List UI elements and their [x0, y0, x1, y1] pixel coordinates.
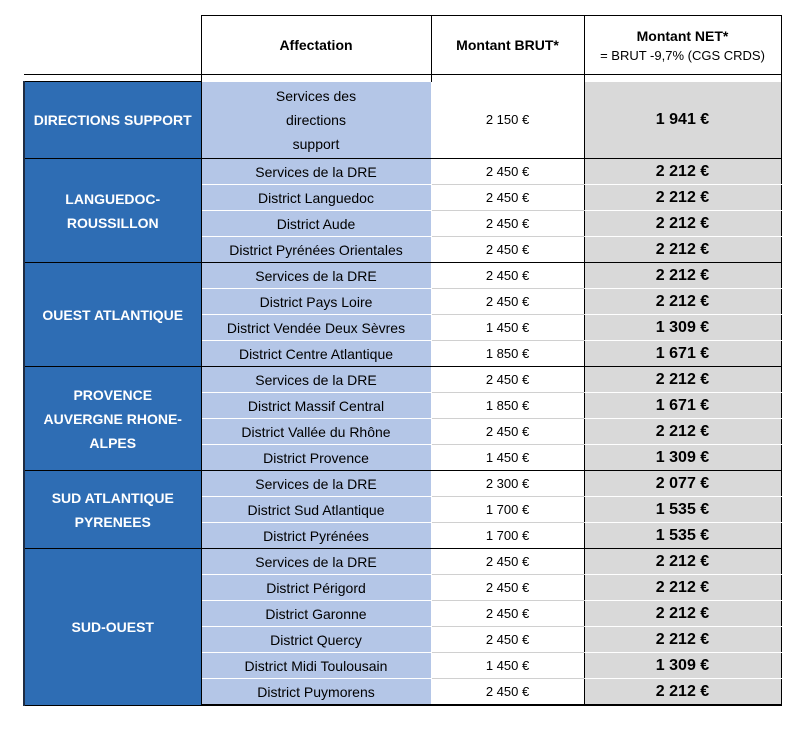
- montant-net-cell: 2 212 €: [584, 549, 781, 575]
- montant-net-cell: 1 535 €: [584, 497, 781, 523]
- montant-brut-cell: 2 450 €: [431, 289, 584, 315]
- montant-brut-cell: 2 450 €: [431, 601, 584, 627]
- montant-brut-cell: 2 300 €: [431, 471, 584, 497]
- region-cell: SUD-OUEST: [24, 549, 201, 706]
- montant-net-cell: 2 212 €: [584, 185, 781, 211]
- montant-brut-cell: 2 450 €: [431, 575, 584, 601]
- montant-net-cell: 2 212 €: [584, 263, 781, 289]
- montant-brut-cell: 2 450 €: [431, 549, 584, 575]
- montant-brut-cell: 1 450 €: [431, 445, 584, 471]
- region-cell: SUD ATLANTIQUE PYRENEES: [24, 471, 201, 549]
- montant-brut-cell: 1 700 €: [431, 523, 584, 549]
- montant-brut-cell: 2 450 €: [431, 159, 584, 185]
- table-body: [24, 82, 781, 706]
- affectation-cell: District Aude: [201, 211, 431, 237]
- montant-brut-cell: 2 450 €: [431, 367, 584, 393]
- montant-net-cell: 1 309 €: [584, 445, 781, 471]
- montant-net-cell: 1 309 €: [584, 653, 781, 679]
- montant-brut-cell: 2 450 €: [431, 419, 584, 445]
- affectation-cell: District Sud Atlantique: [201, 497, 431, 523]
- montant-net-cell: 1 535 €: [584, 523, 781, 549]
- header-row: [24, 16, 781, 75]
- table-row: [24, 82, 781, 159]
- table-row: [24, 159, 781, 185]
- header-blank-cell: [24, 16, 201, 75]
- montant-net-cell: 2 212 €: [584, 679, 781, 706]
- affectation-cell: District Centre Atlantique: [201, 341, 431, 367]
- affectation-cell: District Quercy: [201, 627, 431, 653]
- affectation-cell: District Massif Central: [201, 393, 431, 419]
- montant-net-cell: 2 212 €: [584, 289, 781, 315]
- region-cell: LANGUEDOC-ROUSSILLON: [24, 159, 201, 263]
- table-row: [24, 367, 781, 393]
- montant-brut-cell: 2 450 €: [431, 211, 584, 237]
- affectation-cell: District Périgord: [201, 575, 431, 601]
- montant-brut-cell: 2 450 €: [431, 263, 584, 289]
- montant-net-cell: 1 941 €: [584, 82, 781, 159]
- affectation-cell: Services de la DRE: [201, 367, 431, 393]
- montant-brut-cell: 1 450 €: [431, 653, 584, 679]
- affectation-cell: Services de la DRE: [201, 159, 431, 185]
- affectation-cell: District Vendée Deux Sèvres: [201, 315, 431, 341]
- montant-net-cell: 2 212 €: [584, 601, 781, 627]
- region-cell: OUEST ATLANTIQUE: [24, 263, 201, 367]
- affectation-cell: District Provence: [201, 445, 431, 471]
- montant-net-cell: 2 212 €: [584, 211, 781, 237]
- montant-net-cell: 1 671 €: [584, 393, 781, 419]
- header-montant-brut: Montant BRUT*: [431, 16, 584, 75]
- montant-net-cell: 2 077 €: [584, 471, 781, 497]
- table-row: [24, 549, 781, 575]
- affectation-cell: Services de la DRE: [201, 549, 431, 575]
- region-cell: PROVENCE AUVERGNE RHONE-ALPES: [24, 367, 201, 471]
- montant-brut-cell: 2 450 €: [431, 627, 584, 653]
- montant-brut-cell: 1 850 €: [431, 393, 584, 419]
- affectation-cell: District Midi Toulousain: [201, 653, 431, 679]
- header-spacer-row: [24, 75, 781, 82]
- header-montant-net-formula: = BRUT -9,7% (CGS CRDS): [600, 47, 765, 63]
- montant-net-cell: 2 212 €: [584, 159, 781, 185]
- header-affectation: Affectation: [201, 16, 431, 75]
- montant-brut-cell: 1 700 €: [431, 497, 584, 523]
- montant-brut-cell: 1 850 €: [431, 341, 584, 367]
- montant-net-cell: 1 309 €: [584, 315, 781, 341]
- montant-brut-cell: 1 450 €: [431, 315, 584, 341]
- affectation-cell: District Pyrénées: [201, 523, 431, 549]
- region-cell: DIRECTIONS SUPPORT: [24, 82, 201, 159]
- montant-net-cell: 2 212 €: [584, 419, 781, 445]
- affectation-cell: District Puymorens: [201, 679, 431, 706]
- affectation-cell: District Garonne: [201, 601, 431, 627]
- affectation-cell: District Vallée du Rhône: [201, 419, 431, 445]
- montant-brut-cell: 2 450 €: [431, 679, 584, 706]
- salary-table: [23, 15, 782, 706]
- affectation-cell: District Languedoc: [201, 185, 431, 211]
- affectation-cell: Services de la DRE: [201, 471, 431, 497]
- montant-brut-cell: 2 450 €: [431, 185, 584, 211]
- montant-brut-cell: 2 150 €: [431, 82, 584, 159]
- affectation-cell: Services des directions support: [201, 82, 431, 159]
- montant-net-cell: 1 671 €: [584, 341, 781, 367]
- table-row: [24, 471, 781, 497]
- header-montant-net-label: Montant NET*: [636, 27, 729, 44]
- table-row: [24, 263, 781, 289]
- montant-net-cell: 2 212 €: [584, 367, 781, 393]
- affectation-cell: District Pays Loire: [201, 289, 431, 315]
- affectation-cell: District Pyrénées Orientales: [201, 237, 431, 263]
- montant-net-cell: 2 212 €: [584, 237, 781, 263]
- affectation-cell: Services de la DRE: [201, 263, 431, 289]
- montant-net-cell: 2 212 €: [584, 627, 781, 653]
- montant-brut-cell: 2 450 €: [431, 237, 584, 263]
- montant-net-cell: 2 212 €: [584, 575, 781, 601]
- header-montant-net: [584, 16, 781, 75]
